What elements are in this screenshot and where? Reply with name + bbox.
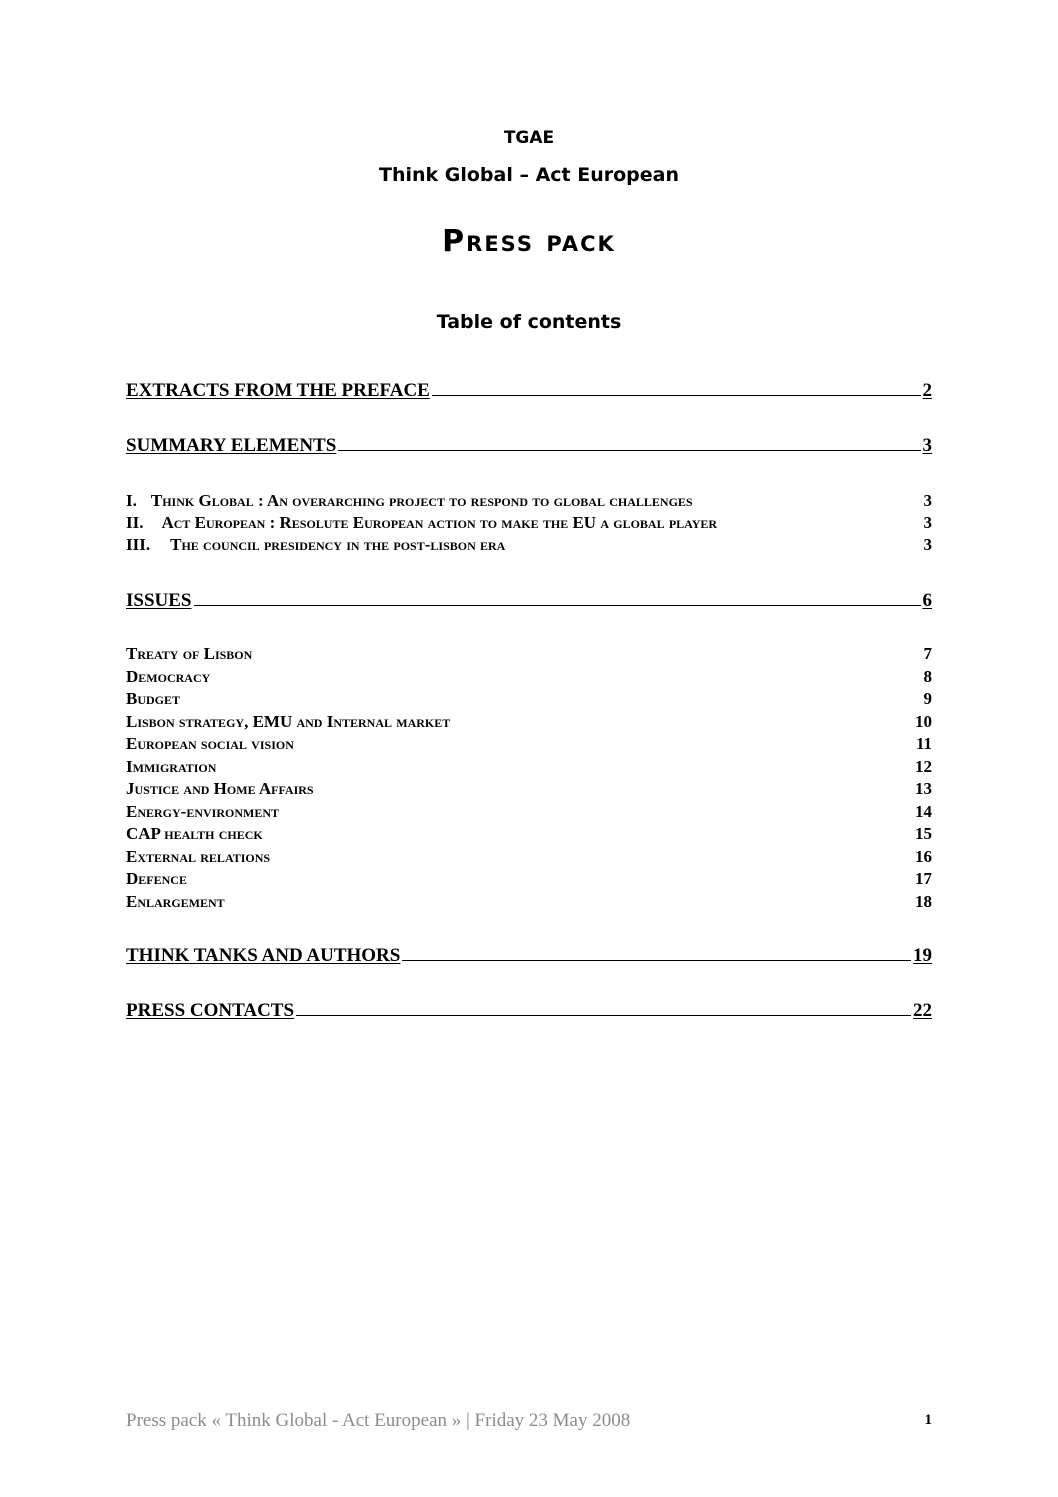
toc-entry-issues[interactable]: [126, 590, 932, 612]
toc-entry-page: 3: [923, 513, 932, 532]
toc-entry-label: Defence: [126, 869, 187, 888]
toc-entry-label: Lisbon strategy, EMU and Internal market: [126, 712, 451, 731]
toc-entry-page: 10: [915, 712, 932, 731]
toc-entry-page: 17: [915, 869, 932, 888]
toc-entry-page: 6: [922, 590, 932, 611]
toc-entry-page: 2: [922, 380, 932, 401]
toc-heading: Table of contents: [436, 311, 622, 333]
toc-entry-summary-2[interactable]: [126, 513, 932, 533]
toc-entry-press-contacts[interactable]: [126, 1000, 932, 1022]
toc-entry-label-group: [126, 535, 505, 555]
page-number: 1: [924, 1412, 932, 1428]
toc-leader-rule: [432, 395, 921, 396]
toc-entry-issue[interactable]: [126, 892, 932, 912]
toc-entry-page: 22: [913, 1000, 932, 1021]
page-footer-text: Press pack « Think Global - Act European » | Friday 23 May 2008: [126, 1410, 631, 1431]
toc-entry-number: III.: [126, 535, 151, 554]
toc-leader-rule: [338, 450, 920, 451]
toc-entry-summary-3[interactable]: [126, 535, 932, 555]
toc-entry-summary-1[interactable]: [126, 491, 932, 511]
toc-entry-page: 13: [915, 779, 932, 798]
toc-entry-label: Immigration: [126, 757, 217, 776]
toc-entry-label: External relations: [126, 847, 271, 866]
toc-entry-label: PRESS CONTACTS: [126, 1000, 295, 1021]
toc-entry-label: Budget: [126, 689, 181, 708]
toc-entry-label: Enlargement: [126, 892, 225, 911]
toc-entry-page: 9: [923, 689, 932, 708]
toc-entry-issue[interactable]: [126, 689, 932, 709]
toc-entry-label: Act European : Resolute European action to make the EU a global player: [161, 513, 718, 532]
toc-entry-label: Think Global : An overarching project to respond to global challenges: [150, 491, 693, 510]
toc-entry-page: 18: [915, 892, 932, 911]
toc-entry-label: Democracy: [126, 667, 211, 686]
toc-entry-issue[interactable]: [126, 779, 932, 799]
document-subtitle: Think Global – Act European: [378, 164, 680, 186]
toc-entry-page: 16: [915, 847, 932, 866]
toc-entry-label: Treaty of Lisbon: [126, 644, 253, 663]
toc-entry-preface[interactable]: [126, 380, 932, 402]
toc-entry-issue[interactable]: [126, 712, 932, 732]
toc-entry-page: 3: [923, 535, 932, 554]
toc-entry-page: 7: [923, 644, 932, 663]
toc-entry-label: Justice and Home Affairs: [126, 779, 314, 798]
toc-entry-issue[interactable]: [126, 847, 932, 867]
toc-entry-page: 12: [915, 757, 932, 776]
toc-entry-think-tanks[interactable]: [126, 945, 932, 967]
toc-entry-page: 14: [915, 802, 932, 821]
toc-entry-number: II.: [126, 513, 144, 532]
toc-entry-label: EXTRACTS FROM THE PREFACE: [126, 380, 430, 401]
toc-entry-issue[interactable]: [126, 802, 932, 822]
toc-entry-issue[interactable]: [126, 824, 932, 844]
toc-entry-label: CAP health check: [126, 824, 263, 843]
document-title: Press pack: [442, 224, 616, 259]
toc-entry-page: 11: [915, 734, 932, 753]
toc-entry-label-group: [126, 513, 717, 533]
toc-entry-issue[interactable]: [126, 757, 932, 777]
toc-entry-label: SUMMARY ELEMENTS: [126, 435, 337, 456]
toc-entry-page: 15: [915, 824, 932, 843]
toc-entry-issue[interactable]: [126, 869, 932, 889]
toc-entry-label: THINK TANKS AND AUTHORS: [126, 945, 401, 966]
toc-entry-label: Energy-environment: [126, 802, 280, 821]
toc-entry-issue[interactable]: [126, 667, 932, 687]
toc-entry-page: 3: [922, 435, 932, 456]
toc-entry-summary[interactable]: [126, 435, 932, 457]
document-acronym: TGAE: [503, 128, 555, 148]
toc-entry-issue[interactable]: [126, 644, 932, 664]
toc-entry-label: The council presidency in the post-lisbon era: [170, 535, 506, 554]
toc-entry-label-group: [126, 491, 693, 511]
toc-entry-page: 3: [923, 491, 932, 510]
toc-entry-label: European social vision: [126, 734, 294, 753]
toc-leader-rule: [402, 960, 911, 961]
toc-entry-page: 19: [913, 945, 932, 966]
toc-entry-issue[interactable]: [126, 734, 932, 754]
toc-leader-rule: [194, 605, 921, 606]
toc-leader-rule: [296, 1015, 911, 1016]
toc-entry-page: 8: [923, 667, 932, 686]
toc-entry-number: I.: [126, 491, 137, 510]
toc-entry-label: ISSUES: [126, 590, 192, 611]
